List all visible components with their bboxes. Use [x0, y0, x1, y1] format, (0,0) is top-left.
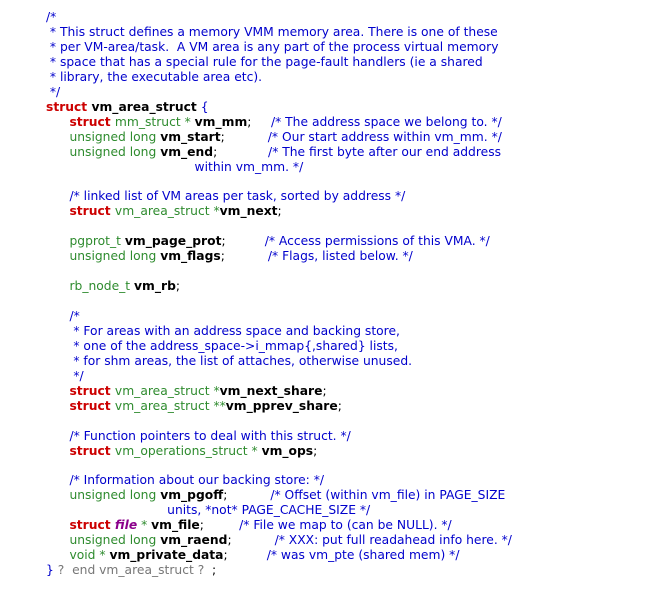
code-token [46, 279, 69, 293]
code-token: ; [223, 488, 228, 503]
code-token [46, 204, 69, 218]
code-token [46, 130, 69, 144]
code-token: * space that has a special rule for the page-fault handlers (ie a shared [46, 54, 483, 69]
code-token: ; [277, 204, 282, 219]
code-line [46, 40, 499, 55]
code-line [46, 473, 324, 488]
code-token: pgprot_t [69, 234, 125, 249]
code-token: vm_page_prot [124, 234, 222, 249]
code-token: ; [220, 129, 225, 144]
code-token: /* File we map to (can be NULL). */ [203, 518, 452, 533]
code-token: vm_file [151, 518, 200, 533]
code-token: units, *not* PAGE_CACHE_SIZE */ [46, 503, 371, 518]
code-token [46, 249, 69, 263]
code-token: vm_area_struct ** [114, 398, 226, 413]
code-line [46, 533, 512, 548]
code-line [46, 189, 405, 204]
code-token: struct [69, 204, 115, 219]
code-line [46, 160, 303, 175]
code-line [46, 10, 56, 25]
code-token: /* XXX: put full readahead info here. */ [231, 533, 512, 548]
code-token: /* Information about our backing store: */ [69, 473, 325, 488]
code-token: unsigned long [69, 144, 161, 159]
code-token: struct [46, 99, 92, 114]
code-line [46, 115, 502, 130]
code-token: void * [69, 548, 110, 563]
code-token: * [137, 518, 152, 533]
code-token [46, 384, 69, 398]
code-token: /* The address space we belong to. */ [251, 114, 502, 129]
code-token: /* Our start address within vm_mm. */ [224, 129, 502, 144]
code-token: * library, the executable area etc). [46, 69, 263, 84]
code-token [46, 429, 69, 443]
code-token: vm_next [219, 204, 278, 219]
code-token: vm_area_struct * [114, 383, 220, 398]
code-token: ; [208, 563, 217, 578]
code-token: /* [69, 309, 80, 323]
code-token: ; [175, 279, 181, 294]
code-token: end vm_area_struct ? [68, 563, 209, 578]
code-token: vm_private_data [109, 548, 224, 563]
code-token: vm_ops [261, 443, 314, 458]
code-token [46, 189, 69, 203]
code-token: struct [69, 398, 115, 413]
code-token: /* Access permissions of this VMA. */ [225, 234, 490, 249]
code-line [46, 399, 342, 414]
code-token [46, 533, 69, 547]
code-token: ; [221, 234, 226, 249]
code-token: unsigned long [69, 129, 161, 144]
code-token [46, 145, 69, 159]
code-token: vm_rb [134, 279, 176, 294]
code-token: unsigned long [69, 533, 161, 548]
code-token: vm_pgoff [160, 488, 224, 503]
code-token: * This struct defines a memory VMM memory area. There is one of these [46, 24, 498, 39]
code-token [46, 488, 69, 502]
code-token: */ [46, 368, 84, 383]
code-token: unsigned long [69, 249, 161, 264]
code-line [46, 249, 413, 264]
code-line [46, 563, 216, 578]
code-line [46, 279, 180, 294]
code-token: struct [69, 114, 115, 129]
code-token: ; [313, 443, 318, 458]
code-token: vm_flags [160, 249, 221, 264]
code-line [46, 25, 498, 40]
code-line [46, 309, 80, 324]
code-token: struct [69, 383, 115, 398]
code-token: * For areas with an address space and backing store, [46, 323, 400, 338]
code-token: } [46, 563, 58, 578]
code-token: struct [69, 443, 115, 458]
code-token: rb_node_t [69, 279, 135, 294]
code-token [46, 444, 69, 458]
code-line [46, 339, 398, 354]
code-token: /* was vm_pte (shared mem) */ [227, 548, 460, 563]
code-line [46, 444, 317, 459]
code-line [46, 145, 501, 160]
code-line [46, 70, 262, 85]
code-token: file [114, 518, 138, 533]
code-token: ; [227, 533, 232, 548]
code-token: ; [199, 518, 204, 533]
code-token [46, 518, 69, 532]
code-token: ; [223, 548, 228, 563]
code-token: vm_mm [194, 114, 248, 129]
code-token: { [196, 99, 209, 114]
code-line [46, 100, 209, 115]
code-token: within vm_mm. */ [46, 159, 304, 174]
code-line [46, 85, 60, 100]
code-token: /* Offset (within vm_file) in PAGE_SIZE [227, 488, 506, 503]
code-line [46, 384, 327, 399]
code-line [46, 503, 370, 518]
code-line [46, 324, 400, 339]
code-token: struct [69, 518, 115, 533]
code-token [46, 309, 69, 323]
code-token: ; [247, 114, 252, 129]
code-token [46, 399, 69, 413]
code-token: ; [337, 398, 342, 413]
code-token [46, 234, 69, 248]
code-line [46, 518, 452, 533]
code-token [46, 473, 69, 487]
code-token: vm_area_struct [91, 99, 197, 114]
code-token: vm_area_struct * [114, 204, 220, 219]
code-line [46, 369, 84, 384]
code-token: ? [57, 563, 69, 578]
code-token: */ [46, 84, 61, 99]
code-line [46, 204, 282, 219]
code-token: * for shm areas, the list of attaches, otherwise unused. [46, 353, 413, 368]
code-token: vm_start [160, 129, 221, 144]
code-line [46, 548, 459, 563]
code-line [46, 488, 505, 503]
code-token: vm_raend [160, 533, 228, 548]
code-line [46, 234, 490, 249]
code-token: unsigned long [69, 488, 161, 503]
code-token [46, 115, 69, 129]
code-token: ; [213, 144, 218, 159]
code-token: vm_pprev_share [225, 398, 338, 413]
code-line [46, 354, 412, 369]
code-token: /* Function pointers to deal with this struct. */ [69, 428, 351, 443]
code-line [46, 429, 351, 444]
code-token: /* [46, 10, 57, 24]
code-line [46, 130, 502, 145]
code-token: * per VM-area/task. A VM area is any part of the process virtual memory [46, 39, 499, 54]
code-token [46, 548, 69, 562]
code-token: * one of the address_space->i_mmap{,shared} lists, [46, 338, 398, 353]
code-line [46, 55, 483, 70]
code-token: /* linked list of VM areas per task, sorted by address */ [69, 189, 406, 204]
code-token: vm_operations_struct * [114, 443, 262, 458]
code-token: ; [220, 249, 225, 264]
code-token: vm_end [160, 144, 214, 159]
code-token: vm_next_share [219, 383, 323, 398]
code-token: mm_struct * [114, 114, 195, 129]
code-token: /* Flags, listed below. */ [224, 249, 413, 264]
code-token: /* The first byte after our end address [217, 144, 502, 159]
code-token: ; [322, 383, 327, 398]
